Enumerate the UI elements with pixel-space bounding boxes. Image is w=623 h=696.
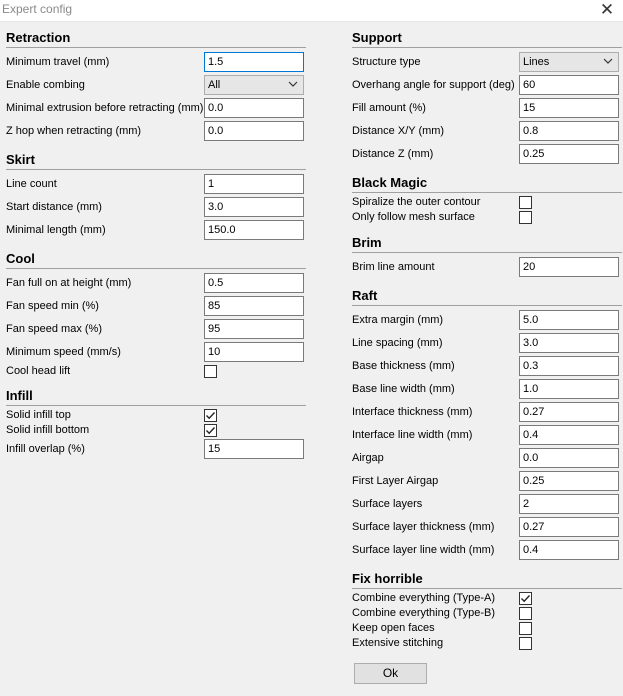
surface-layer-thickness-row bbox=[352, 517, 622, 537]
min-extrusion-input[interactable]: 0.0 bbox=[204, 98, 304, 118]
check-icon bbox=[205, 425, 216, 436]
base-line-width-label: Base line width (mm) bbox=[352, 383, 455, 395]
open-faces-label: Keep open faces bbox=[352, 622, 435, 634]
section-title: Raft bbox=[352, 288, 622, 306]
section-title: Retraction bbox=[6, 30, 306, 48]
base-line-width-input[interactable]: 1.0 bbox=[519, 379, 619, 399]
interface-line-width-row bbox=[352, 425, 622, 445]
surface-layers-label: Surface layers bbox=[352, 498, 423, 510]
surface-layer-thickness-input[interactable]: 0.27 bbox=[519, 517, 619, 537]
z-hop-label: Z hop when retracting (mm) bbox=[6, 125, 142, 137]
structure-row bbox=[352, 52, 622, 72]
surface-layer-thickness-label: Surface layer thickness (mm) bbox=[352, 521, 495, 533]
dist-xy-input[interactable]: 0.8 bbox=[519, 121, 619, 141]
solid-bottom-label: Solid infill bottom bbox=[6, 424, 90, 436]
combing-value: All bbox=[208, 79, 221, 91]
fan-min-label: Fan speed min (%) bbox=[6, 300, 99, 312]
combing-label: Enable combing bbox=[6, 79, 85, 91]
solid-top-checkbox[interactable] bbox=[204, 409, 217, 422]
fan-min-row bbox=[6, 296, 306, 316]
brim-line-amount-row bbox=[352, 257, 622, 277]
dist-xy-row bbox=[352, 121, 622, 141]
stitching-row bbox=[352, 636, 622, 651]
stitching-label: Extensive stitching bbox=[352, 637, 444, 649]
section-title: Infill bbox=[6, 388, 306, 406]
type-a-checkbox[interactable] bbox=[519, 592, 532, 605]
spiralize-checkbox[interactable] bbox=[519, 196, 532, 209]
section-title: Fix horrible bbox=[352, 571, 622, 589]
overhang-row bbox=[352, 75, 622, 95]
extra-margin-row bbox=[352, 310, 622, 330]
check-icon bbox=[520, 593, 531, 604]
first-layer-airgap-label: First Layer Airgap bbox=[352, 475, 439, 487]
fan-max-row bbox=[6, 319, 306, 339]
type-b-row bbox=[352, 606, 622, 621]
min-length-input[interactable]: 150.0 bbox=[204, 220, 304, 240]
chevron-down-icon bbox=[602, 54, 614, 68]
brim-line-amount-label: Brim line amount bbox=[352, 261, 435, 273]
airgap-label: Airgap bbox=[352, 452, 384, 464]
start-distance-label: Start distance (mm) bbox=[6, 201, 102, 213]
base-thickness-input[interactable]: 0.3 bbox=[519, 356, 619, 376]
type-b-checkbox[interactable] bbox=[519, 607, 532, 620]
first-layer-airgap-row bbox=[352, 471, 622, 491]
surface-layers-input[interactable]: 2 bbox=[519, 494, 619, 514]
solid-bottom-checkbox[interactable] bbox=[204, 424, 217, 437]
combing-row bbox=[6, 75, 306, 95]
dist-xy-label: Distance X/Y (mm) bbox=[352, 125, 445, 137]
z-hop-row bbox=[6, 121, 306, 141]
interface-line-width-label: Interface line width (mm) bbox=[352, 429, 473, 441]
overlap-row bbox=[6, 439, 306, 459]
section-title: Black Magic bbox=[352, 175, 622, 193]
min-travel-input[interactable]: 1.5 bbox=[204, 52, 304, 72]
brim-line-amount-input[interactable]: 20 bbox=[519, 257, 619, 277]
fan-max-input[interactable]: 95 bbox=[204, 319, 304, 339]
structure-value: Lines bbox=[523, 56, 550, 68]
line-count-row bbox=[6, 174, 306, 194]
line-spacing-row bbox=[352, 333, 622, 353]
surface-layer-line-width-row bbox=[352, 540, 622, 560]
type-b-label: Combine everything (Type-B) bbox=[352, 607, 496, 619]
solid-top-row bbox=[6, 408, 306, 423]
fan-full-height-row bbox=[6, 273, 306, 293]
interface-thickness-row bbox=[352, 402, 622, 422]
fan-full-height-input[interactable]: 0.5 bbox=[204, 273, 304, 293]
first-layer-airgap-input[interactable]: 0.25 bbox=[519, 471, 619, 491]
min-extrusion-label: Minimal extrusion before retracting (mm) bbox=[6, 102, 204, 114]
min-speed-row bbox=[6, 342, 306, 362]
extra-margin-label: Extra margin (mm) bbox=[352, 314, 444, 326]
mesh-surface-label: Only follow mesh surface bbox=[352, 211, 475, 223]
line-spacing-input[interactable]: 3.0 bbox=[519, 333, 619, 353]
interface-thickness-input[interactable]: 0.27 bbox=[519, 402, 619, 422]
min-speed-input[interactable]: 10 bbox=[204, 342, 304, 362]
open-faces-checkbox[interactable] bbox=[519, 622, 532, 635]
min-speed-label: Minimum speed (mm/s) bbox=[6, 346, 121, 358]
start-distance-input[interactable]: 3.0 bbox=[204, 197, 304, 217]
section-title: Skirt bbox=[6, 152, 306, 170]
surface-layers-row bbox=[352, 494, 622, 514]
overhang-input[interactable]: 60 bbox=[519, 75, 619, 95]
fill-label: Fill amount (%) bbox=[352, 102, 426, 114]
min-travel-label: Minimum travel (mm) bbox=[6, 56, 110, 68]
z-hop-input[interactable]: 0.0 bbox=[204, 121, 304, 141]
close-icon[interactable]: ✕ bbox=[599, 0, 615, 19]
min-length-label: Minimal length (mm) bbox=[6, 224, 106, 236]
interface-thickness-label: Interface thickness (mm) bbox=[352, 406, 473, 418]
start-distance-row bbox=[6, 197, 306, 217]
structure-select[interactable] bbox=[519, 52, 619, 72]
window-title: Expert config bbox=[2, 2, 73, 16]
head-lift-label: Cool head lift bbox=[6, 365, 71, 377]
interface-line-width-input[interactable]: 0.4 bbox=[519, 425, 619, 445]
min-travel-row bbox=[6, 52, 306, 72]
type-a-label: Combine everything (Type-A) bbox=[352, 592, 496, 604]
combing-select[interactable] bbox=[204, 75, 304, 95]
dist-z-label: Distance Z (mm) bbox=[352, 148, 434, 160]
surface-layer-line-width-label: Surface layer line width (mm) bbox=[352, 544, 495, 556]
fill-row bbox=[352, 98, 622, 118]
extra-margin-input[interactable]: 5.0 bbox=[519, 310, 619, 330]
solid-top-label: Solid infill top bbox=[6, 409, 71, 421]
head-lift-checkbox[interactable] bbox=[204, 365, 217, 378]
mesh-surface-row bbox=[352, 210, 622, 225]
type-a-row bbox=[352, 591, 622, 606]
base-line-width-row bbox=[352, 379, 622, 399]
fan-max-label: Fan speed max (%) bbox=[6, 323, 102, 335]
overlap-label: Infill overlap (%) bbox=[6, 443, 85, 455]
airgap-input[interactable]: 0.0 bbox=[519, 448, 619, 468]
base-thickness-label: Base thickness (mm) bbox=[352, 360, 455, 372]
section-title: Support bbox=[352, 30, 622, 48]
ok-button[interactable]: Ok bbox=[354, 663, 427, 684]
line-spacing-label: Line spacing (mm) bbox=[352, 337, 443, 349]
line-count-input[interactable]: 1 bbox=[204, 174, 304, 194]
mesh-surface-checkbox[interactable] bbox=[519, 211, 532, 224]
min-length-row bbox=[6, 220, 306, 240]
surface-layer-line-width-input[interactable]: 0.4 bbox=[519, 540, 619, 560]
overlap-input[interactable]: 15 bbox=[204, 439, 304, 459]
spiralize-label: Spiralize the outer contour bbox=[352, 196, 481, 208]
dist-z-row bbox=[352, 144, 622, 164]
airgap-row bbox=[352, 448, 622, 468]
title-bar bbox=[0, 0, 623, 22]
fan-full-height-label: Fan full on at height (mm) bbox=[6, 277, 132, 289]
overhang-label: Overhang angle for support (deg) bbox=[352, 79, 515, 91]
chevron-down-icon bbox=[287, 77, 299, 91]
fan-min-input[interactable]: 85 bbox=[204, 296, 304, 316]
open-faces-row bbox=[352, 621, 622, 636]
head-lift-row bbox=[6, 364, 306, 379]
section-title: Cool bbox=[6, 251, 306, 269]
check-icon bbox=[205, 410, 216, 421]
section-title: Brim bbox=[352, 235, 622, 253]
dist-z-input[interactable]: 0.25 bbox=[519, 144, 619, 164]
line-count-label: Line count bbox=[6, 178, 57, 190]
min-extrusion-row bbox=[6, 98, 306, 118]
spiralize-row bbox=[352, 195, 622, 210]
stitching-checkbox[interactable] bbox=[519, 637, 532, 650]
fill-input[interactable]: 15 bbox=[519, 98, 619, 118]
base-thickness-row bbox=[352, 356, 622, 376]
solid-bottom-row bbox=[6, 423, 306, 438]
structure-label: Structure type bbox=[352, 56, 421, 68]
